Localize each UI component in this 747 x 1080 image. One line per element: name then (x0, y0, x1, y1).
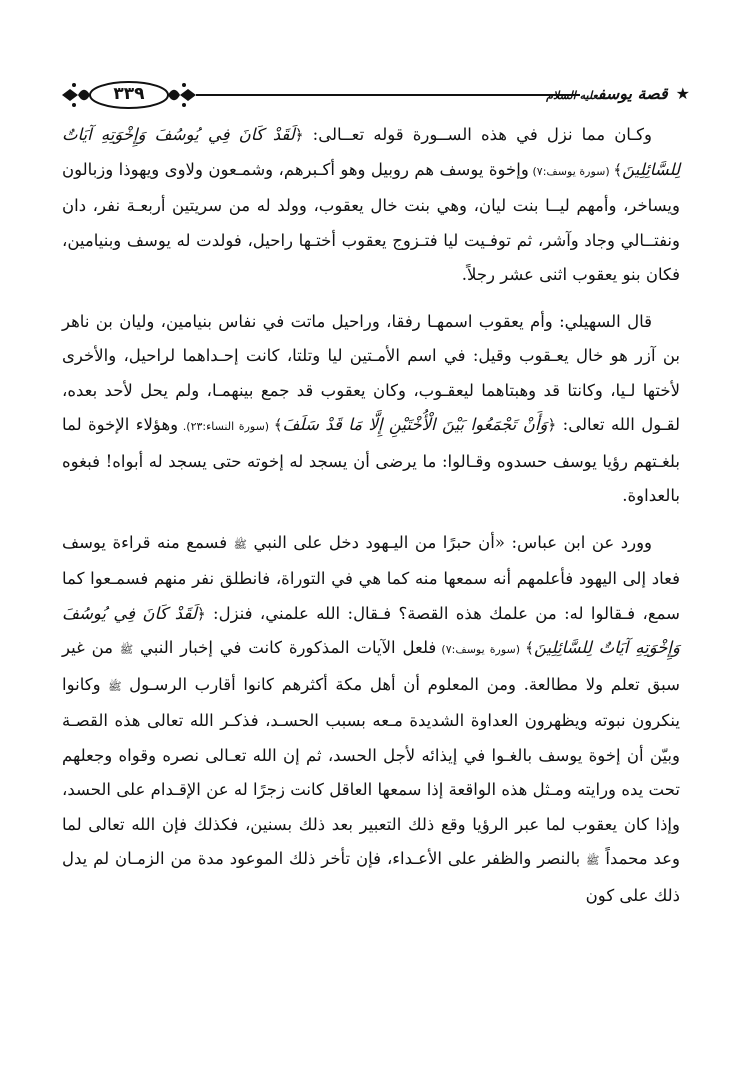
paragraph-text: وهؤلاء الإخوة لما بلغـتهم رؤيا يوسف حسدوه وقـالوا: ما يرضى أن يسجد له إخوته حتى يسجد له أبواه! فبغوه بالعداوة. (62, 415, 680, 505)
verse-reference: (سورة يوسف:٧) (436, 643, 526, 656)
body-text (62, 118, 680, 913)
running-head-title: قصة يوسف (597, 84, 668, 103)
verse-bracket: ﴾ (273, 416, 283, 434)
honorific-symbol: ﷺ (586, 854, 600, 867)
quran-verse: وَأَنْ تَجْمَعُوا بَيْنَ الْأُخْتَيْنِ إِلَّا مَا قَدْ سَلَفَ (282, 415, 548, 434)
paragraph (62, 526, 680, 914)
verse-reference: (سورة يوسف:٧) (528, 164, 614, 178)
paragraph (62, 305, 680, 514)
verse-bracket: ﴿ (294, 126, 304, 144)
honorific-symbol: ﷺ (233, 537, 247, 551)
paragraph-text: وإخوة يوسف هم روبيل وهو أكـبرهم، وشمـعون ولاوى ويهوذا وزبالون ويساخر، وأمهم ليــا بنت ليان، وهي بنت خال يعقوب، وولد له من سريتين أربعـة نفر، دان ونفتــالي وجاد وآشر، ثم توفـيت ليا فتـزوج يعقوب أختـها راحيل، فولدت له يوسف وبنيامين، فكان بنو يعقوب اثنى عشر رجلاً. (62, 159, 680, 284)
header-rule (204, 94, 580, 96)
paragraph-text: بالنصر والظفر على الأعـداء، فإن تأخر ذلك الموعود مدة من الزمـان لم يدل ذلك على كون (62, 849, 680, 905)
quran-verse: لَقَدْ كَانَ فِي يُوسُفَ وَإِخْوَتِهِ آيَاتٌ لِلسَّائِلِينَ (62, 125, 680, 179)
verse-bracket: ﴾ (525, 639, 534, 657)
verse-bracket: ﴿ (196, 604, 206, 623)
verse-reference: (سورة النساء:٢٣). (178, 420, 274, 433)
paragraph-text: من غير سبق تعلم ولا مطالعة. ومن المعلوم أن أهل مكة أكثرهم كانوا أقارب الرسـول (62, 638, 680, 694)
paragraph-text: وورد عن ابن عباس: «أن حبرًا من اليـهود دخل على النبي (246, 532, 652, 552)
paragraph-text: قال السهيلي: وأم يعقوب اسمهـا رفقا، وراحيل ماتت في نفاس بنيامين، وليان بن ناهر بن آزر هو خال يعـقوب وقيل: في اسم الأمـتين ليا وتلتا، كانت إحـداهما لراحيل، والأخرى لأختها لـيا، وكانتا قد وهبتاهما ليعقـوب، وكان يعقوب قد جمع بينهمـا، ولم يحل لأحد بعده، لقـول الله تعالى: (62, 311, 680, 434)
quran-verse: لَقَدْ كَانَ فِي يُوسُفَ وَإِخْوَتِهِ آيَاتٌ لِلسَّائِلِينَ (62, 603, 680, 657)
paragraph (62, 118, 680, 293)
verse-bracket: ﴿ (547, 416, 557, 434)
paragraph-text: فلعل الآيات المذكورة كانت في إخبار النبي (133, 638, 437, 657)
paragraph-text: وكـان مما نزل في هذه الســورة قوله تعــالى: (303, 125, 652, 144)
verse-bracket: ﴾ (613, 160, 623, 179)
star-icon: ★ (675, 84, 690, 103)
page-number: ٣٣٩ (113, 84, 145, 104)
paragraph-text: وكانوا ينكرون نبوته ويظهرون العداوة الشديدة مـعه بسبب الحسـد، فذكـر الله تعالى هذه القصـة وبيّن أن إخوة يوسف بالغـوا في إيذائه لأجل الحسد، ثم إن الله تعـالى نصره وقواه وجعلهم تحت يده ورايته ومـثل هذه الواقعة إذا سمعها العاقل كانت زجرًا له عن الإقـدام على الحسد، وإذا كان يعقوب لما عبر الرؤيا وقع ذلك التعبير بعد ذلك بسنين، فكذلك فإن الله تعالى لما وعد محمداً (62, 674, 680, 868)
page-header (58, 78, 690, 112)
running-head (546, 80, 690, 108)
running-head-honorific: عليه السلام (546, 89, 598, 102)
paragraph-text: فسمع منه قراءة يوسف فعاد إلى اليهود فأعلمهم أنه سمعها منه كما هي في التوراة، فانطلق نفر منهم فسمـعوا كما سمع، فـقالوا له: من علمك هذه القصة؟ فـقال: الله علمني، فنزل: (62, 532, 680, 623)
honorific-symbol: ﷺ (108, 679, 122, 693)
honorific-symbol: ﷺ (119, 643, 134, 656)
